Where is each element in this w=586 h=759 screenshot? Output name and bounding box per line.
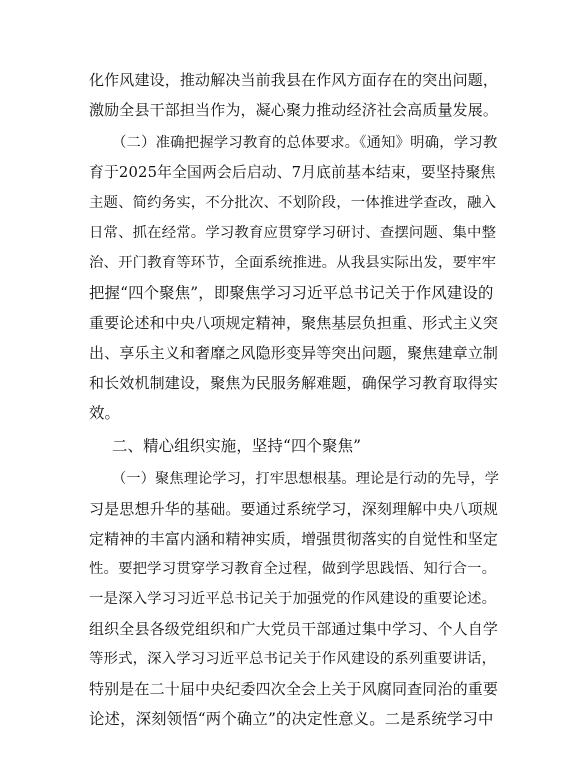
body-text-line: 治、开门教育等环节，全面系统推进。从我县实际出发，要牢牢 xyxy=(89,255,497,271)
body-text-line: 激励全县干部担当作为，凝心聚力推动经济社会高质量发展。 xyxy=(89,101,499,119)
body-text-line: 习是思想升华的基础。要通过系统学习，深刻理解中央八项规 xyxy=(89,500,499,518)
body-text-line: 定精神的丰富内涵和精神实质，增强贯彻落实的自觉性和坚定 xyxy=(89,530,499,548)
body-text-line: 效。 xyxy=(89,404,121,422)
body-text-line: 组织全县各级党组织和广大党员干部通过集中学习、个人自学 xyxy=(89,620,499,638)
body-text-line: 性。要把学习贯穿学习教育全过程，做到学思践悟、知行合一。 xyxy=(89,561,497,577)
body-text-line: 化作风建设，推动解决当前我县在作风方面存在的突出问题， xyxy=(89,71,499,89)
body-text-line: 等形式，深入学习习近平总书记关于作风建设的系列重要讲话， xyxy=(89,651,497,667)
section-heading: 二、精心组织实施，坚持“四个聚焦” xyxy=(112,437,362,455)
body-text-line: （一）聚焦理论学习，打牢思想根基。理论是行动的先导，学 xyxy=(112,471,500,487)
body-text-line: 日常、抓在经常。学习教育应贯穿学习研讨、查摆问题、集中整 xyxy=(89,225,497,241)
body-text-line: 特别是在二十届中央纪委四次全会上关于风腐同查同治的重要 xyxy=(89,680,499,698)
body-text-line: 出、享乐主义和奢靡之风隐形变异等突出问题，聚焦建章立制 xyxy=(89,344,499,362)
body-text-line: 主题、简约务实，不分批次、不划阶段，一体推进学查改，融入 xyxy=(89,195,497,211)
body-text-line: （二）准确把握学习教育的总体要求。《通知》明确，学习教 xyxy=(112,135,498,151)
body-text-line: 和长效机制建设，聚焦为民服务解难题，确保学习教育取得实 xyxy=(89,374,499,392)
body-text-line: 把握“四个聚焦”，即聚焦学习习近平总书记关于作风建设的 xyxy=(89,284,494,302)
body-text-line: 一是深入学习习近平总书记关于加强党的作风建设的重要论述。 xyxy=(89,591,497,607)
body-text-line: 重要论述和中央八项规定精神，聚焦基层负担重、形式主义突 xyxy=(89,314,499,332)
body-text-line: 论述，深刻领悟“两个确立”的决定性意义。二是系统学习中 xyxy=(89,710,494,728)
body-text-line: 育于2025年全国两会后启动、7月底前基本结束，要坚持聚焦 xyxy=(89,164,496,181)
